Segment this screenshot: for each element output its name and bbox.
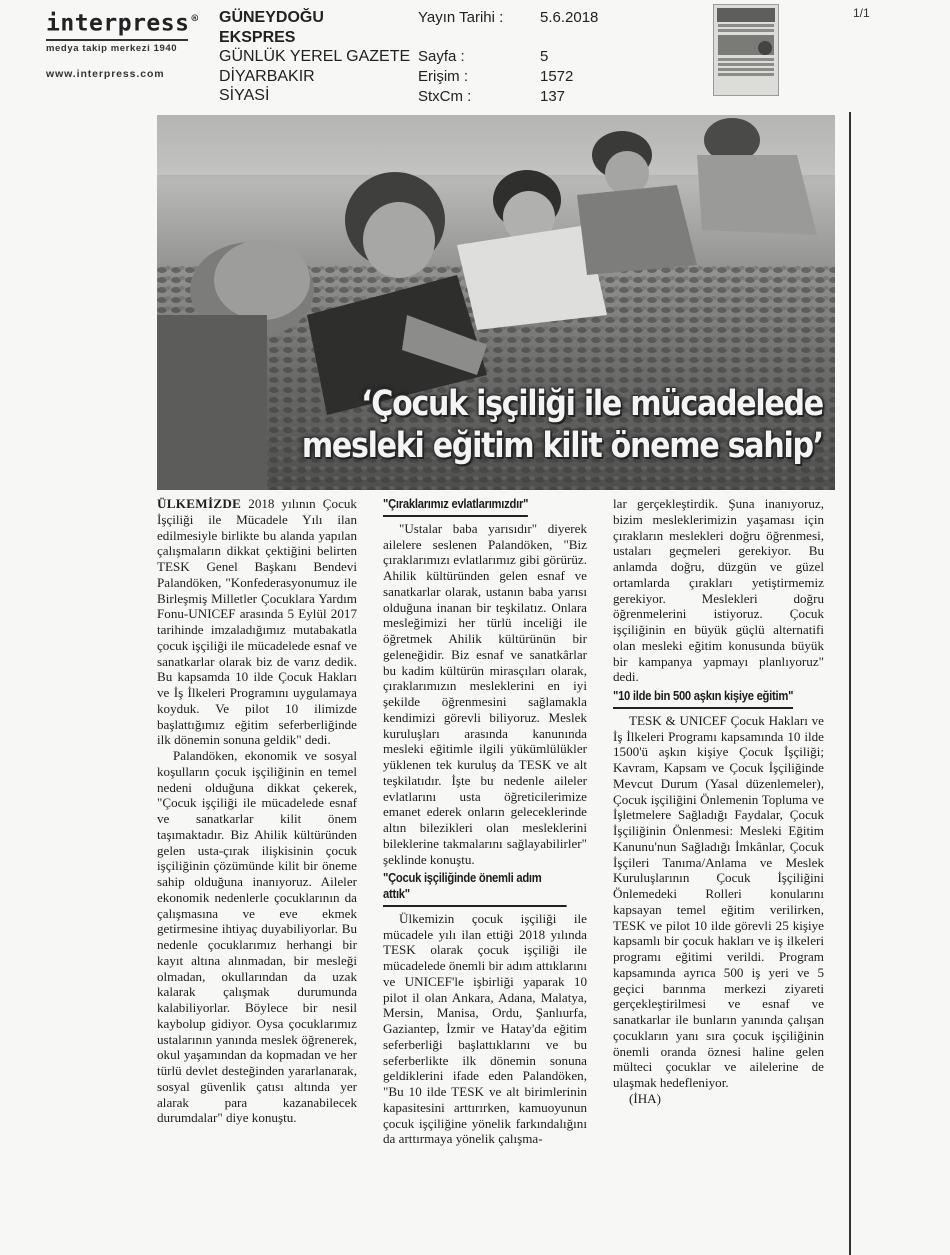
paragraph bbox=[157, 496, 357, 748]
paragraph: Palandöken, ekonomik ve sosyal koşulların çocuk işçiliğinin en temel nedeni olduğuna dikkat çekerek, "Çocuk işçiliği ile mücadelede esnaf ve sanatkarlar kilit önem taşımaktadır. Biz Ahilik kültüründen gelen usta-çırak ilişkisinin çocuk işçiliğinin çözümünde kilit bir öneme sahip olduğuna inanıyoruz. Aileler ekonomik nedenlerle çocuklarının da çalışmasına ve eve ekmek getirmesine ihtiyaç duyabiliyorlar. Bu nedenle çocuklarımız herhangi bir kayıt altına alınmadan, bir mesleği olmadan, okullarından da uzak kalarak çalışmak durumunda kalabiliyorlar. Böylece bir nesil kaybolup gidiyor. Oysa çocuklarımız ustalarının yanında meslek öğrenerek, okul yaşamından da kopmadan ve her türlü devlet desteğinden yararlanarak, sosyal güvenlik çatısı altında yer alarak para kazanabilecek durumdalar" diye konuştu. bbox=[157, 748, 357, 1126]
lead-word: ÜLKEMİZDE bbox=[157, 496, 242, 511]
logo-name: interpress bbox=[46, 10, 190, 37]
publication-name-line1: GÜNEYDOĞU bbox=[219, 9, 324, 26]
article-column-2 bbox=[383, 496, 587, 1147]
source-credit: (İHA) bbox=[629, 1090, 661, 1106]
meta-key: StxCm : bbox=[418, 87, 472, 105]
interpress-logo bbox=[46, 6, 206, 80]
article-column-1 bbox=[157, 496, 357, 1126]
publication-name-line2: EKSPRES bbox=[219, 28, 296, 46]
publication-info bbox=[219, 8, 410, 106]
article-headline bbox=[302, 383, 823, 467]
subheading: "10 ilde bin 500 aşkın kişiye eğitim" bbox=[613, 689, 793, 709]
page-count: 1/1 bbox=[853, 6, 870, 20]
paragraph: lar gerçekleştirdik. Şuna inanıyoruz, bizim mesleklerimizin yaşaması için çırakların meslekleri doğru öğrenmesi, ustaları geçmeleri gerekiyor. Bu anlamda doğru, düzgün ve güzel ortamlarda çırakları yetiştirmemiz gerekiyor. Meslekleri doğru öğrenmelerini istiyoruz. Çocuk işçiliğinin en büyük güçlü alternatifi olan mesleki eğitim konusunda büyük bir kampanya yapmayı planlıyoruz" dedi. bbox=[613, 496, 824, 685]
headline-line2: mesleki eğitim kilit öneme sahip’ bbox=[301, 426, 823, 466]
publication-type: GÜNLÜK YEREL GAZETE bbox=[219, 48, 411, 65]
meta-row-date bbox=[418, 8, 630, 28]
logo-url: www.interpress.com bbox=[46, 67, 165, 80]
meta-row-access bbox=[418, 67, 630, 87]
column-rule bbox=[849, 112, 851, 1255]
meta-key: Erişim : bbox=[418, 68, 468, 86]
meta-row-stxcm bbox=[418, 87, 630, 107]
publication-category: SİYASİ bbox=[219, 87, 270, 104]
newspaper-thumbnail bbox=[713, 4, 779, 96]
publication-city: DİYARBAKIR bbox=[219, 67, 315, 85]
subheading: "Çıraklarımız evlatlarımızdır" bbox=[383, 497, 528, 517]
paragraph: "Ustalar baba yarısıdır" diyerek ailelere seslenen Palandöken, "Biz çıraklarımızı evlatlarımız gibi görürüz. Ahilik kültüründen gelen esnaf ve sanatkarlar olarak, ustanın baba yarısı olduğuna inanan bir teşkilatız. Onlara mesleğimizi her türlü inceliği ile öğretmek Ahilik kültürünün bir geleneğidir. Biz esnaf ve sanatkârlar bu kadim kültürün mirasçıları olarak, çıraklarımızın mesleklerini en iyi şekilde öğrenmesini sağlamakla kendimizi görevli biliyoruz. Meslek kuruluşları arasında kanunında mesleki eğitimle ilgili yükümlülükler yüklenen tek kuruluş da TESK ve alt teşkilatıdır. İşte bu nedenle aileler evlatlarını usta öğreticilerimize emanet ederek onların geleceklerinde altın bilezikleri olan mesleklerini bileklerine takmalarını sağlayabilirler" şeklinde konuştu. bbox=[383, 520, 587, 867]
logo-registered-mark: ® bbox=[191, 12, 199, 25]
meta-value: 1572 bbox=[540, 68, 574, 86]
meta-key: Yayın Tarihi : bbox=[418, 9, 504, 26]
headline-line1: ‘Çocuk işçiliği ile mücadelede bbox=[361, 384, 823, 424]
paragraph: Ülkemizin çocuk işçiliği ile mücadele yılı ilan ettiği 2018 yılında TESK olarak çocuk işçiliği ile mücadelede önemli bir adım attıklarını ve UNICEF'le işbirliği yaparak 10 pilot il olan Ankara, Adana, Malatya, Mersin, Manisa, Ordu, Şanlıurfa, Gaziantep, İzmir ve Hatay'da eğitim seferberliği başlattıklarını ve bu seferberlikte ilk dönemin sonuna geldiklerini ifade eden Palandöken, "Bu 10 ilde TESK ve alt birimlerinin kapasitesini arttırırken, kamuoyunun çocuk işçiliğine yönelik farkındalığını da arttırmaya yönelik çalışma- bbox=[383, 910, 587, 1147]
meta-value: 5 bbox=[540, 48, 549, 66]
meta-key: Sayfa : bbox=[418, 48, 465, 66]
article-photo bbox=[157, 115, 835, 490]
meta-row-page bbox=[418, 47, 630, 67]
subheading: "Çocuk işçiliğinde önemli adım attık" bbox=[383, 871, 567, 907]
clipping-meta bbox=[418, 8, 630, 107]
paragraph: TESK & UNICEF Çocuk Hakları ve İş İlkeleri Programı kapsamında 10 ilde 1500'ü aşkın kişiye Çocuk İşçiliği; Kavram, Kapsam ve Çocuk İşçiliğinde Mevcut Durum (Yasal düzenlemeler), Çocuk işçiliğini Önlemenin Topluma ve İşletmelere Sağladığı Faydalar, Çocuk İşçiliğinin Önlenmesi: Mesleki Eğitim Kanunu'nun Sağladığı İmkânlar, Çocuk İşçileri Tanıma/Anlama ve Meslek Kuruluşlarının Çocuk İşçiliğini Önlemedeki Rolleri konularını kapsayan temel eğitim verilirken, TESK ve pilot 10 ilde görevli 25 kişiye kapsamlı bir çocuk hakları ve iş ilkeleri programı eğitimi verildi. Program kapsamında ayrıca 500 iş yeri ve 5 geçici barınma merkezi ziyareti gerçekleştirilmesi ve esnaf ve sanatkarlar ile bunların yanında çalışan çocukların yanı sıra çocuk işçiliğinin önemli oranda öznesi haline gelen mülteci çocuklar ve ailelerine de ulaşmak hedefleniyor. bbox=[613, 712, 824, 1090]
meta-value: 137 bbox=[540, 87, 566, 105]
meta-value: 5.6.2018 bbox=[540, 9, 599, 26]
paragraph-text: 2018 yılının Çocuk İşçiliği ile Mücadele Yılı ilan edilmesiyle birlikte bu alanda yapılan çalışmaların dikkat çektiğini belirten TESK Genel Başkanı Bendevi Palandöken, "Konfederasyonumuz ile Birleşmiş Milletler Çocuklara Yardım Fonu-UNICEF arasında 5 Eylül 2017 tarihinde imzaladığımız mutabakatla çocuk işçiliği ile mücadelede esnaf ve sanatkarlar olarak biz de varız dedik. Bu kapsamda 10 ilde Çocuk Hakları ve İş İlkeleri Programını uygulamaya koyduk. Ve pilot 10 ilimizde başlattığımız eğitim seferberliğinde ilk dönemin sonuna geldik" dedi. bbox=[157, 496, 357, 748]
logo-tagline: medya takip merkezi 1940 bbox=[46, 39, 188, 54]
article-column-3 bbox=[613, 496, 824, 1107]
